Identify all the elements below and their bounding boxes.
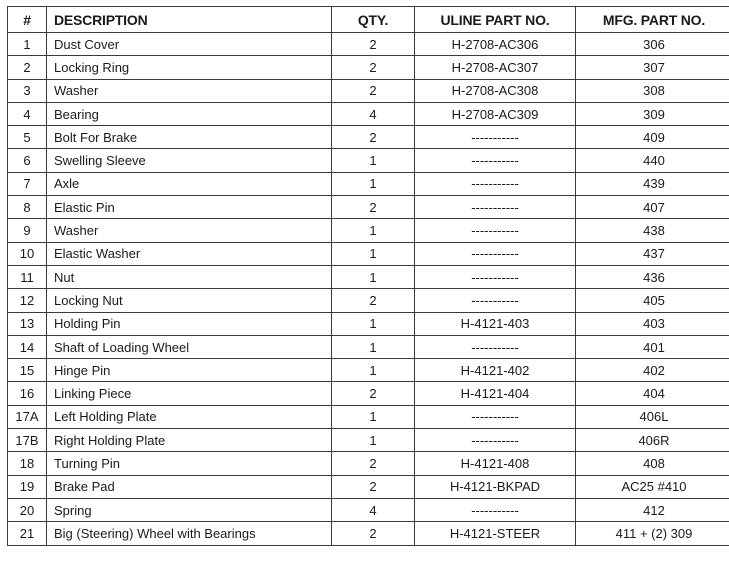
cell-number: 2 xyxy=(8,56,47,79)
cell-uline-part-no: ----------- xyxy=(415,242,576,265)
header-quantity: QTY. xyxy=(332,7,415,33)
cell-mfg-part-no: 439 xyxy=(576,172,729,195)
cell-uline-part-no: H-4121-BKPAD xyxy=(415,475,576,498)
cell-mfg-part-no: AC25 #410 xyxy=(576,475,729,498)
cell-mfg-part-no: 309 xyxy=(576,102,729,125)
cell-quantity: 2 xyxy=(332,475,415,498)
cell-description: Locking Ring xyxy=(47,56,332,79)
cell-quantity: 2 xyxy=(332,56,415,79)
cell-number: 14 xyxy=(8,335,47,358)
cell-uline-part-no: ----------- xyxy=(415,149,576,172)
cell-quantity: 4 xyxy=(332,498,415,521)
table-row xyxy=(8,172,729,195)
cell-uline-part-no: ----------- xyxy=(415,196,576,219)
cell-quantity: 1 xyxy=(332,149,415,172)
table-row xyxy=(8,219,729,242)
cell-description: Spring xyxy=(47,498,332,521)
cell-uline-part-no: H-2708-AC306 xyxy=(415,33,576,56)
cell-mfg-part-no: 409 xyxy=(576,126,729,149)
cell-number: 8 xyxy=(8,196,47,219)
cell-description: Big (Steering) Wheel with Bearings xyxy=(47,522,332,545)
cell-mfg-part-no: 307 xyxy=(576,56,729,79)
table-row xyxy=(8,126,729,149)
cell-quantity: 2 xyxy=(332,382,415,405)
cell-number: 17A xyxy=(8,405,47,428)
cell-uline-part-no: ----------- xyxy=(415,405,576,428)
cell-uline-part-no: ----------- xyxy=(415,498,576,521)
cell-mfg-part-no: 402 xyxy=(576,359,729,382)
cell-mfg-part-no: 404 xyxy=(576,382,729,405)
cell-quantity: 2 xyxy=(332,126,415,149)
cell-description: Shaft of Loading Wheel xyxy=(47,335,332,358)
cell-description: Elastic Washer xyxy=(47,242,332,265)
cell-mfg-part-no: 437 xyxy=(576,242,729,265)
table-row xyxy=(8,405,729,428)
cell-mfg-part-no: 306 xyxy=(576,33,729,56)
table-row xyxy=(8,196,729,219)
table-row xyxy=(8,335,729,358)
cell-number: 13 xyxy=(8,312,47,335)
cell-quantity: 1 xyxy=(332,405,415,428)
cell-number: 17B xyxy=(8,429,47,452)
cell-uline-part-no: H-4121-STEER xyxy=(415,522,576,545)
cell-description: Washer xyxy=(47,219,332,242)
cell-description: Brake Pad xyxy=(47,475,332,498)
table-row xyxy=(8,149,729,172)
cell-quantity: 1 xyxy=(332,172,415,195)
cell-mfg-part-no: 407 xyxy=(576,196,729,219)
cell-uline-part-no: H-2708-AC309 xyxy=(415,102,576,125)
header-description: DESCRIPTION xyxy=(47,7,332,33)
cell-quantity: 1 xyxy=(332,429,415,452)
table-row xyxy=(8,498,729,521)
cell-number: 18 xyxy=(8,452,47,475)
cell-description: Elastic Pin xyxy=(47,196,332,219)
table-row xyxy=(8,359,729,382)
cell-description: Left Holding Plate xyxy=(47,405,332,428)
cell-quantity: 1 xyxy=(332,242,415,265)
cell-uline-part-no: ----------- xyxy=(415,335,576,358)
cell-mfg-part-no: 406R xyxy=(576,429,729,452)
cell-mfg-part-no: 411 + (2) 309 xyxy=(576,522,729,545)
cell-quantity: 2 xyxy=(332,522,415,545)
cell-uline-part-no: H-2708-AC307 xyxy=(415,56,576,79)
cell-quantity: 1 xyxy=(332,265,415,288)
cell-quantity: 1 xyxy=(332,219,415,242)
cell-number: 9 xyxy=(8,219,47,242)
cell-quantity: 2 xyxy=(332,196,415,219)
table-row xyxy=(8,429,729,452)
cell-number: 7 xyxy=(8,172,47,195)
cell-mfg-part-no: 405 xyxy=(576,289,729,312)
cell-uline-part-no: H-4121-402 xyxy=(415,359,576,382)
table-row xyxy=(8,475,729,498)
cell-description: Axle xyxy=(47,172,332,195)
cell-number: 15 xyxy=(8,359,47,382)
cell-mfg-part-no: 308 xyxy=(576,79,729,102)
cell-number: 3 xyxy=(8,79,47,102)
cell-quantity: 2 xyxy=(332,452,415,475)
cell-mfg-part-no: 401 xyxy=(576,335,729,358)
cell-number: 4 xyxy=(8,102,47,125)
cell-quantity: 2 xyxy=(332,79,415,102)
cell-description: Swelling Sleeve xyxy=(47,149,332,172)
cell-quantity: 2 xyxy=(332,289,415,312)
table-row xyxy=(8,79,729,102)
cell-number: 20 xyxy=(8,498,47,521)
table-row xyxy=(8,242,729,265)
cell-quantity: 2 xyxy=(332,33,415,56)
cell-quantity: 1 xyxy=(332,335,415,358)
header-row xyxy=(8,7,729,33)
cell-quantity: 1 xyxy=(332,359,415,382)
table-row xyxy=(8,265,729,288)
cell-number: 21 xyxy=(8,522,47,545)
table-row xyxy=(8,33,729,56)
table-row xyxy=(8,312,729,335)
cell-description: Washer xyxy=(47,79,332,102)
cell-description: Holding Pin xyxy=(47,312,332,335)
cell-uline-part-no: H-2708-AC308 xyxy=(415,79,576,102)
cell-description: Linking Piece xyxy=(47,382,332,405)
table-row xyxy=(8,452,729,475)
cell-quantity: 4 xyxy=(332,102,415,125)
cell-description: Turning Pin xyxy=(47,452,332,475)
cell-description: Dust Cover xyxy=(47,33,332,56)
cell-uline-part-no: ----------- xyxy=(415,429,576,452)
cell-uline-part-no: ----------- xyxy=(415,289,576,312)
cell-mfg-part-no: 408 xyxy=(576,452,729,475)
header-uline-part-no: ULINE PART NO. xyxy=(415,7,576,33)
table-row xyxy=(8,382,729,405)
cell-number: 5 xyxy=(8,126,47,149)
cell-uline-part-no: H-4121-403 xyxy=(415,312,576,335)
cell-number: 1 xyxy=(8,33,47,56)
cell-uline-part-no: H-4121-404 xyxy=(415,382,576,405)
cell-mfg-part-no: 403 xyxy=(576,312,729,335)
cell-uline-part-no: ----------- xyxy=(415,219,576,242)
cell-number: 19 xyxy=(8,475,47,498)
cell-mfg-part-no: 438 xyxy=(576,219,729,242)
table-body xyxy=(8,33,729,546)
header-number: # xyxy=(8,7,47,33)
cell-uline-part-no: ----------- xyxy=(415,172,576,195)
cell-number: 11 xyxy=(8,265,47,288)
cell-description: Nut xyxy=(47,265,332,288)
cell-description: Hinge Pin xyxy=(47,359,332,382)
header-mfg-part-no: MFG. PART NO. xyxy=(576,7,729,33)
cell-uline-part-no: ----------- xyxy=(415,265,576,288)
cell-number: 10 xyxy=(8,242,47,265)
table-row xyxy=(8,102,729,125)
table-row xyxy=(8,522,729,545)
cell-uline-part-no: H-4121-408 xyxy=(415,452,576,475)
cell-mfg-part-no: 440 xyxy=(576,149,729,172)
parts-list-table xyxy=(7,6,729,546)
cell-description: Locking Nut xyxy=(47,289,332,312)
cell-description: Right Holding Plate xyxy=(47,429,332,452)
table-row xyxy=(8,289,729,312)
cell-uline-part-no: ----------- xyxy=(415,126,576,149)
cell-mfg-part-no: 412 xyxy=(576,498,729,521)
cell-number: 6 xyxy=(8,149,47,172)
cell-description: Bearing xyxy=(47,102,332,125)
table-header xyxy=(8,7,729,33)
cell-mfg-part-no: 436 xyxy=(576,265,729,288)
cell-quantity: 1 xyxy=(332,312,415,335)
cell-mfg-part-no: 406L xyxy=(576,405,729,428)
table-row xyxy=(8,56,729,79)
cell-number: 12 xyxy=(8,289,47,312)
cell-description: Bolt For Brake xyxy=(47,126,332,149)
cell-number: 16 xyxy=(8,382,47,405)
